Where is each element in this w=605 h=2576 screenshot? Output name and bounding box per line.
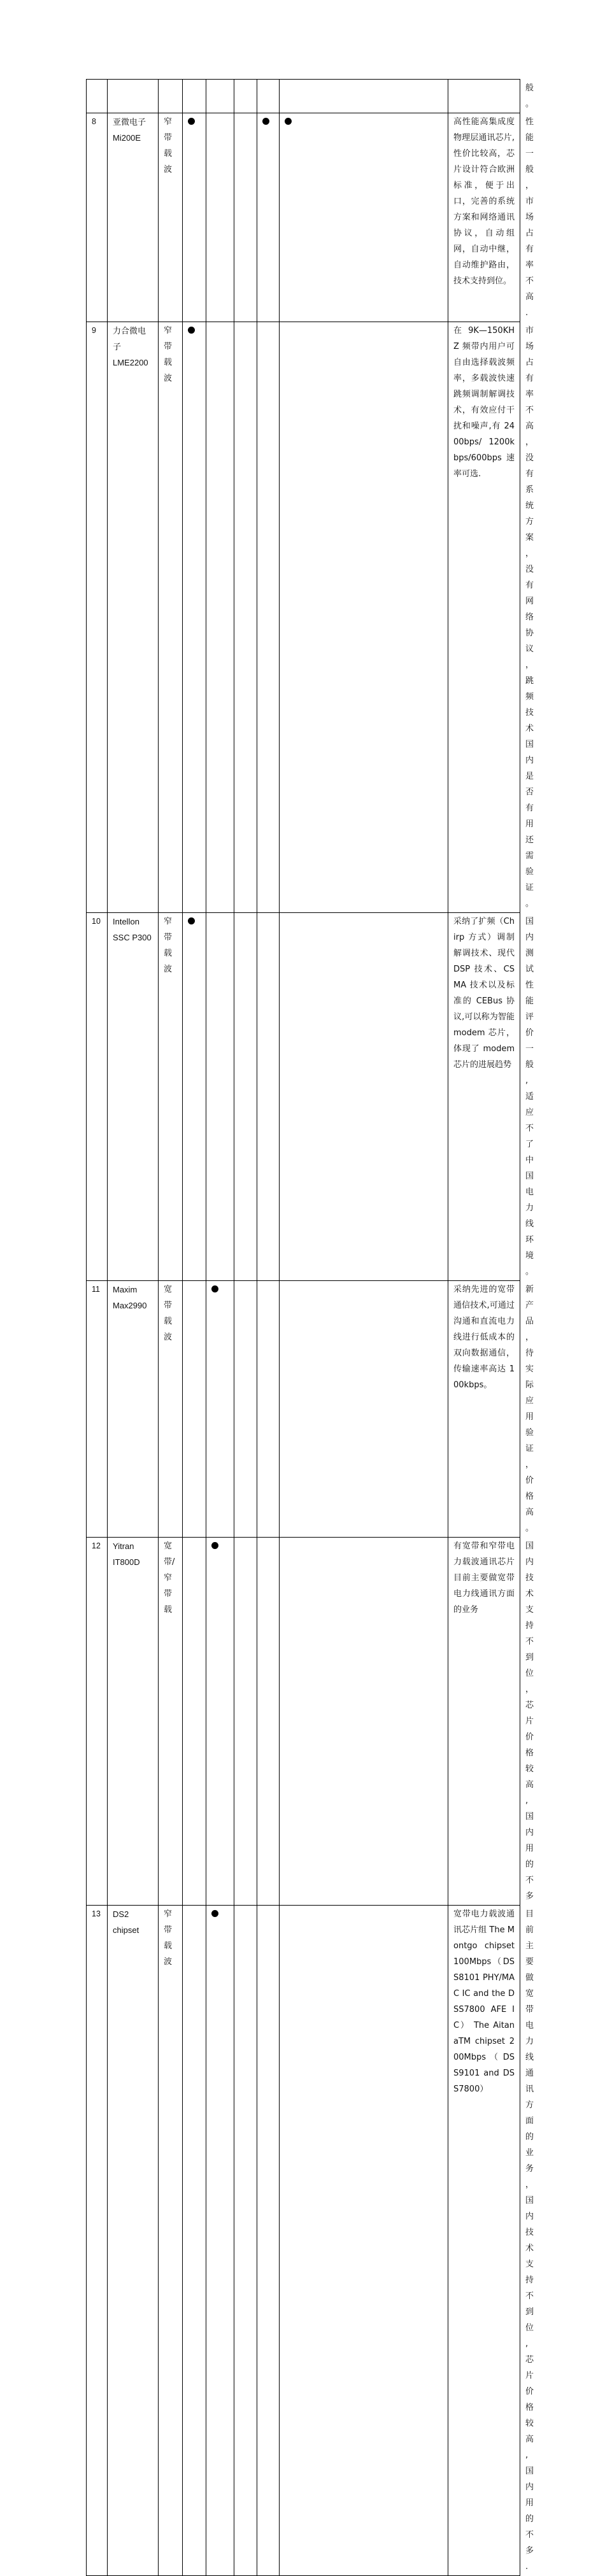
carrier-type-line: 带 xyxy=(164,133,173,143)
filled-dot-icon xyxy=(262,118,269,125)
carrier-type-line: 波 xyxy=(164,1957,173,1967)
carrier-type-cell xyxy=(159,113,183,322)
mark-cell xyxy=(280,322,448,913)
row-number: 8 xyxy=(87,113,108,322)
filled-dot-icon xyxy=(211,1542,218,1549)
carrier-type-line: 波 xyxy=(164,165,173,174)
carrier-type-line: 载 xyxy=(164,1605,173,1615)
carrier-type-line: 载 xyxy=(164,358,173,367)
carrier-type-line: 窄 xyxy=(164,1573,173,1583)
description-cell: 有宽带和窄带电力载波通讯芯片目前主要做宽带电力线通讯方面的业务 xyxy=(448,1538,520,1906)
chip-model-line: IT800D xyxy=(113,1557,140,1567)
chip-model-line: DS2 xyxy=(113,1909,129,1919)
chip-model-line: Max2990 xyxy=(113,1301,147,1310)
row-number xyxy=(87,80,108,113)
mark-cell xyxy=(183,113,206,322)
mark-cell xyxy=(257,913,280,1281)
table-row: 13 DS2 chipset 窄 带 载 波 宽带电力载波通讯芯片组 The Montgo chipset 100Mbps（DSS8101 PHY/MAC IC and the DSS7800 AFE IC） The AitanaTM chipset 200Mbps （ DSS9101 and DSS7800） 目前主要做宽带电力线通讯方面的业务，国内技术支持不到位,芯片价格较高,国内用的不多. xyxy=(87,1906,520,2576)
mark-cell xyxy=(257,1281,280,1538)
row-number: 12 xyxy=(87,1538,108,1906)
chip-model-cell xyxy=(108,1281,159,1538)
chip-model-cell xyxy=(108,80,159,113)
carrier-type-line: 波 xyxy=(164,965,173,974)
mark-cell xyxy=(280,1906,448,2576)
chip-model-line: Mi200E xyxy=(113,133,141,143)
carrier-type-line: 带 xyxy=(164,933,173,942)
mark-cell xyxy=(234,1906,257,2576)
mark-cell xyxy=(206,1906,234,2576)
table-row: 12 Yitran IT800D 宽 带/ 窄 带 载 有宽带和窄带电力载波通讯芯片目前主要做宽带电力线通讯方面的业务 国内技术支持不到位，芯片价格较高,国内用的不多 xyxy=(87,1538,520,1906)
table-row: 9 力合微电子 LME2200 窄 带 载 波 在 9K—150KHZ 频带内用户可自由选择载波频率，多载波快速跳频调制解调技术，有效应付干扰和噪声,有 2400bps/ 1200kbps/600bps 速率可选. 市场占有率不高，没有系统方案，没有网络协议，跳频技术国内是否有用还需验证。 xyxy=(87,322,520,913)
carrier-type-line: 载 xyxy=(164,1317,173,1326)
mark-cell xyxy=(280,1538,448,1906)
mark-cell xyxy=(234,1281,257,1538)
mark-cell xyxy=(280,1281,448,1538)
mark-cell xyxy=(206,1281,234,1538)
mark-cell xyxy=(183,1906,206,2576)
carrier-type-line: 宽 xyxy=(164,1541,173,1551)
mark-cell xyxy=(257,322,280,913)
chip-model-line: Maxim xyxy=(113,1285,138,1294)
mark-cell xyxy=(280,113,448,322)
chip-model-line: 亚微电子 xyxy=(113,117,146,127)
mark-cell xyxy=(206,322,234,913)
description-cell: 在 9K—150KHZ 频带内用户可自由选择载波频率，多载波快速跳频调制解调技术，有效应付干扰和噪声,有 2400bps/ 1200kbps/600bps 速率可选. xyxy=(448,322,520,913)
row-number: 9 xyxy=(87,322,108,913)
carrier-type-line: 窄 xyxy=(164,917,173,926)
mark-cell xyxy=(234,80,257,113)
mark-cell xyxy=(206,113,234,322)
table-row: 8 亚微电子 Mi200E 窄 带 载 波 高性能高集成度物理层通讯芯片,性价比较高，芯片设计符合欧洲标准，便于出口，完善的系统方案和网络通讯协议，自动组网，自动中继，自动维护路由，技术支持到位。 性能一般，市场占有率不高. xyxy=(87,113,520,322)
description-cell: 宽带电力载波通讯芯片组 The Montgo chipset 100Mbps（DSS8101 PHY/MAC IC and the DSS7800 AFE IC） The AitanaTM chipset 200Mbps （ DSS9101 and DSS7800） xyxy=(448,1906,520,2576)
mark-cell xyxy=(257,80,280,113)
row-number: 13 xyxy=(87,1906,108,2576)
carrier-type-line: 带 xyxy=(164,1589,173,1599)
filled-dot-icon xyxy=(211,1285,218,1292)
table-row: 10 Intellon SSC P300 窄 带 载 波 采纳了扩频（Chirp 方式）调制解调技术、现代 DSP 技术、CSMA 技术以及标准的 CEBus 协议,可以称为智能 modem 芯片，体现了 modem 芯片的进展趋势 国内测试性能评价一般,适应不了中国电力线环境。 xyxy=(87,913,520,1281)
mark-cell xyxy=(234,1538,257,1906)
mark-cell xyxy=(257,1538,280,1906)
filled-dot-icon xyxy=(188,917,195,924)
filled-dot-icon xyxy=(188,118,195,125)
mark-cell xyxy=(183,1538,206,1906)
description-cell xyxy=(448,80,520,113)
mark-cell xyxy=(206,80,234,113)
carrier-type-cell xyxy=(159,1281,183,1538)
chip-model-line: LME2200 xyxy=(113,358,148,367)
carrier-type-line: 带 xyxy=(164,1301,173,1310)
mark-cell xyxy=(280,80,448,113)
mark-cell xyxy=(206,1538,234,1906)
chip-model-cell xyxy=(108,322,159,913)
carrier-type-line: 窄 xyxy=(164,326,173,336)
carrier-type-cell xyxy=(159,1538,183,1906)
chip-model-line: Yitran xyxy=(113,1541,134,1551)
filled-dot-icon xyxy=(188,327,195,334)
chip-model-line: 力合微电子 xyxy=(113,326,146,351)
mark-cell xyxy=(234,913,257,1281)
carrier-type-line: 波 xyxy=(164,1333,173,1342)
mark-cell xyxy=(234,113,257,322)
description-cell: 采纳了扩频（Chirp 方式）调制解调技术、现代 DSP 技术、CSMA 技术以及标准的 CEBus 协议,可以称为智能 modem 芯片，体现了 modem 芯片的进展趋势 xyxy=(448,913,520,1281)
chip-model-line: Intellon xyxy=(113,917,139,926)
chip-model-cell xyxy=(108,1538,159,1906)
mark-cell xyxy=(183,80,206,113)
mark-cell xyxy=(183,913,206,1281)
mark-cell xyxy=(257,1906,280,2576)
chip-model-line: chipset xyxy=(113,1925,139,1935)
mark-cell xyxy=(183,322,206,913)
table-row: 般。 xyxy=(87,80,520,113)
carrier-type-line: 载 xyxy=(164,1941,173,1951)
chip-comparison-table xyxy=(86,79,535,2576)
table-row: 11 Maxim Max2990 宽 带 载 波 采纳先进的宽带通信技术,可通过沟通和直流电力线进行低成本的双向数据通信，传输速率高达 100kbps。 新产品，待实际应用验证，价格高。 xyxy=(87,1281,520,1538)
carrier-type-line: 窄 xyxy=(164,117,173,127)
mark-cell xyxy=(234,322,257,913)
chip-model-cell xyxy=(108,113,159,322)
carrier-type-cell xyxy=(159,1906,183,2576)
description-cell: 采纳先进的宽带通信技术,可通过沟通和直流电力线进行低成本的双向数据通信，传输速率高达 100kbps。 xyxy=(448,1281,520,1538)
chip-model-cell xyxy=(108,1906,159,2576)
chip-model-cell xyxy=(108,913,159,1281)
carrier-type-cell xyxy=(159,913,183,1281)
description-cell: 高性能高集成度物理层通讯芯片,性价比较高，芯片设计符合欧洲标准，便于出口，完善的系统方案和网络通讯协议，自动组网，自动中继，自动维护路由，技术支持到位。 xyxy=(448,113,520,322)
table-body xyxy=(87,80,535,2576)
mark-cell xyxy=(183,1281,206,1538)
filled-dot-icon xyxy=(285,118,292,125)
carrier-type-cell xyxy=(159,322,183,913)
row-number: 11 xyxy=(87,1281,108,1538)
carrier-type-line: 带 xyxy=(164,1925,173,1935)
carrier-type-line: 带 xyxy=(164,342,173,351)
mark-cell xyxy=(257,113,280,322)
carrier-type-line: 载 xyxy=(164,949,173,958)
carrier-type-line: 窄 xyxy=(164,1909,173,1919)
mark-cell xyxy=(280,913,448,1281)
mark-cell xyxy=(206,913,234,1281)
carrier-type-cell xyxy=(159,80,183,113)
carrier-type-line: 载 xyxy=(164,149,173,159)
chip-model-line: SSC P300 xyxy=(113,933,152,942)
filled-dot-icon xyxy=(211,1910,218,1917)
row-number: 10 xyxy=(87,913,108,1281)
carrier-type-line: 带/ xyxy=(164,1557,175,1567)
carrier-type-line: 宽 xyxy=(164,1285,173,1294)
carrier-type-line: 波 xyxy=(164,374,173,383)
